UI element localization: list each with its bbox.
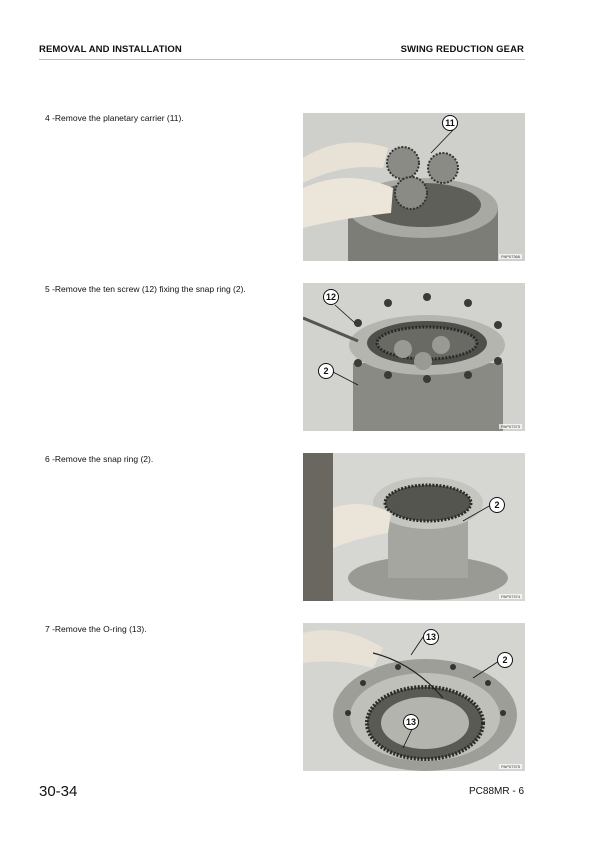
snap-ring-screws-photo: [303, 283, 525, 431]
header-rule: [39, 59, 525, 60]
callout-12: 12: [323, 289, 339, 305]
photo-code: PAP07375: [501, 764, 520, 769]
step-7-text: 7 -Remove the O-ring (13).: [45, 624, 147, 634]
callout-2: 2: [318, 363, 334, 379]
callout-11: 11: [442, 115, 458, 131]
step-5-photo: [303, 283, 525, 431]
header-section-title: REMOVAL AND INSTALLATION: [39, 44, 182, 55]
photo-code: PAP07374: [501, 594, 520, 599]
step-6-text: 6 -Remove the snap ring (2).: [45, 454, 154, 464]
step-6-photo: [303, 453, 525, 601]
callout-13: 13: [403, 714, 419, 730]
callout-2: 2: [497, 652, 513, 668]
snap-ring-removal-photo: [303, 453, 525, 601]
page-number: 30-34: [39, 783, 78, 800]
step-4-text: 4 -Remove the planetary carrier (11).: [45, 113, 184, 123]
header-topic-title: SWING REDUCTION GEAR: [400, 44, 524, 55]
step-7-photo: [303, 623, 525, 771]
step-5-text: 5 -Remove the ten screw (12) fixing the snap ring (2).: [45, 284, 246, 294]
photo-code: PAP07366: [501, 254, 520, 259]
callout-2: 2: [489, 497, 505, 513]
step-4-photo: [303, 113, 525, 261]
model-name: PC88MR - 6: [468, 786, 524, 797]
planetary-carrier-photo: [303, 113, 525, 261]
callout-13: 13: [423, 629, 439, 645]
photo-code: PAP07373: [501, 424, 520, 429]
o-ring-removal-photo: [303, 623, 525, 771]
